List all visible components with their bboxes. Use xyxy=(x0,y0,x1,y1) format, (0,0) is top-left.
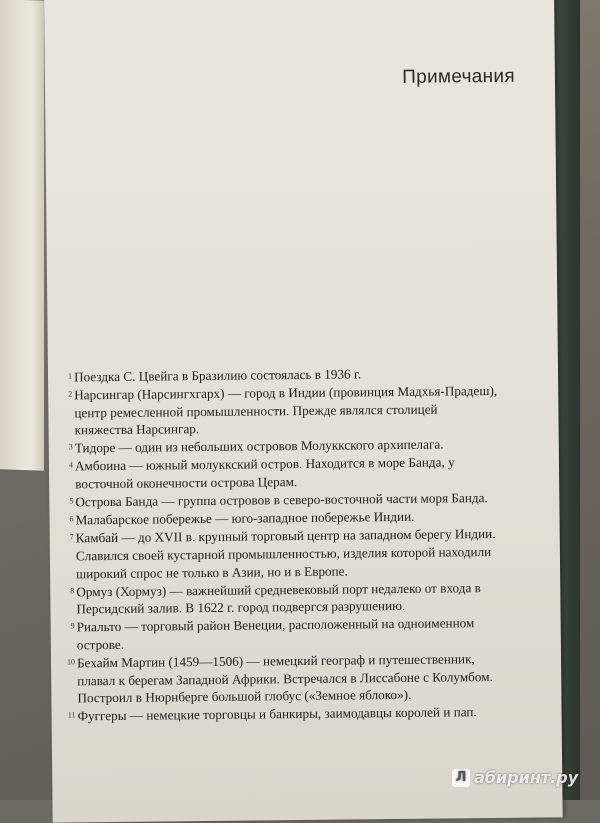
note-text: Амбоина — южный молуккский остров. Находится в море Банда, у восточной оконечности острова Церам. xyxy=(74,454,455,492)
watermark-text: абиринт.ру xyxy=(474,768,579,787)
left-page-edge xyxy=(0,0,44,471)
note-text: Ормуз (Хормуз) — важнейший средневековый порт недалеко от входа в Персидский залив. В 1622 г. город подвергся разрушению. xyxy=(76,579,481,617)
watermark xyxy=(452,768,578,787)
note-text: Фуггеры — немецкие торговцы и банкиры, заимодавцы королей и пап. xyxy=(77,704,477,724)
note-text: Риальто — торговый район Венеции, расположенный на одноименном острове. xyxy=(76,615,475,653)
note-number: 3 xyxy=(68,442,73,452)
note-text: Острова Банда — группа островов в северо-восточной части моря Банда. xyxy=(75,490,488,510)
note-number: 4 xyxy=(68,460,74,470)
note-number: 6 xyxy=(69,514,74,524)
note-text: Нарсингар (Нарсингхгарх) — город в Индии (провинция Мадхья-Прадеш), центр ремесленной промышленности. Прежде являлся столицей княжества Нарсингар. xyxy=(74,383,498,438)
note-number: 5 xyxy=(69,496,74,506)
note-item xyxy=(60,525,501,582)
note-text: Камбай — до XVII в. крупный торговый центр на западном берегу Индии. Славился своей кустарной промышленностью, изделия которой находили широкий спрос не только в Азии, но и в Европе. xyxy=(75,526,496,581)
note-number: 7 xyxy=(69,532,74,542)
note-item xyxy=(59,453,499,493)
watermark-logo: Л xyxy=(452,769,470,787)
note-item xyxy=(60,579,500,619)
note-item xyxy=(62,703,502,725)
note-text: Бехайм Мартин (1459—1506) — немецкий географ и путешественник, плавал к берегам Западной Африки. Встречался в Лиссабоне с Колумбом. Построил в Нюрнберге большой глобус («Земное яблоко»). xyxy=(76,651,493,706)
note-text: Поездка С. Цвейга в Бразилию состоялась в 1936 г. xyxy=(73,366,362,385)
page-title: Примечания xyxy=(402,65,516,88)
note-item xyxy=(61,614,501,654)
note-number: 9 xyxy=(70,621,75,631)
note-text: Малабарское побережье — юго-западное побережье Индии. xyxy=(75,509,415,528)
note-number: 1 xyxy=(67,371,73,381)
notes-list xyxy=(58,364,502,726)
book-page xyxy=(44,0,563,823)
note-number: 8 xyxy=(70,586,75,596)
note-number: 2 xyxy=(68,389,73,399)
note-item xyxy=(58,382,499,439)
note-number: 10 xyxy=(66,657,76,667)
note-number: 11 xyxy=(67,710,76,720)
note-text: Тидоре — один из небольших островов Молуккского архипелага. xyxy=(74,436,444,456)
note-item xyxy=(61,650,502,707)
